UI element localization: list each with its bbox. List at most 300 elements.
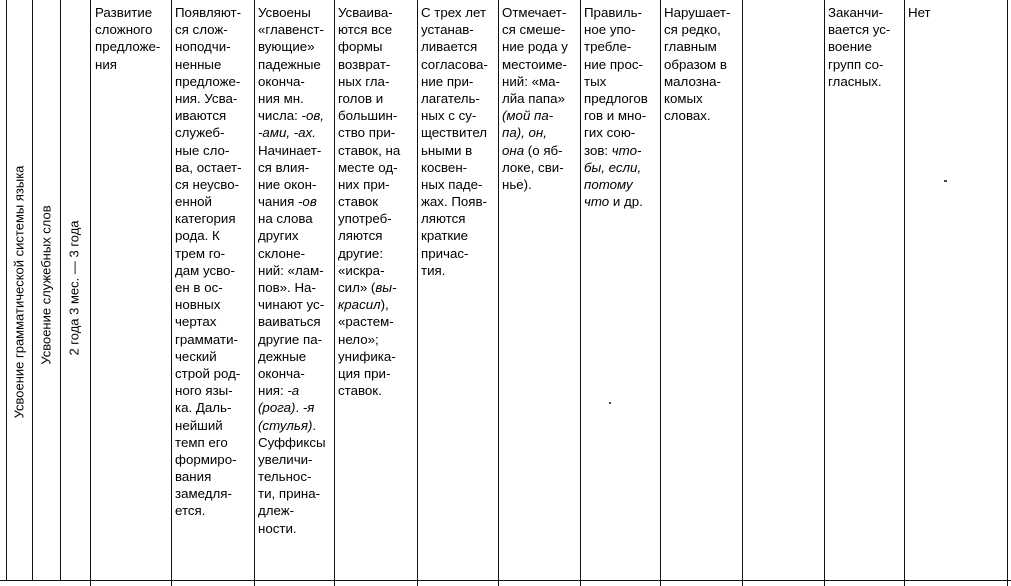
cell-text-line <box>584 4 648 21</box>
text-segment: главным <box>664 39 717 55</box>
text-segment: причас- <box>421 245 469 261</box>
text-segment: ство при- <box>338 125 396 141</box>
text-segment: ется. <box>175 503 206 519</box>
text-segment: согласова- <box>421 56 488 72</box>
cell-text-line <box>338 38 400 55</box>
cell-text-line <box>258 262 326 279</box>
text-segment: ния мн. <box>258 90 304 106</box>
text-segment: новных <box>175 297 221 313</box>
cell-text-line <box>338 21 400 38</box>
text-segment: она <box>502 142 525 158</box>
cell-text-line <box>175 468 242 485</box>
text-segment: С трех лет <box>421 5 487 20</box>
cell-text-line <box>175 331 242 348</box>
text-segment: предложе- <box>95 39 161 55</box>
cell-text-line <box>584 56 648 73</box>
text-segment: ности. <box>258 520 297 536</box>
cell-text-line <box>828 4 890 21</box>
text-segment: малозна- <box>664 73 721 89</box>
cell-text-line <box>258 365 326 382</box>
cell-text-line <box>502 176 568 193</box>
cell-text-line <box>664 73 730 90</box>
cell-text-line <box>338 124 400 141</box>
cell-text-line <box>175 142 242 159</box>
cell-text-line <box>258 124 326 141</box>
cell-text-line <box>258 210 326 227</box>
cell-text-line <box>175 399 242 416</box>
text-segment: Правиль- <box>584 5 642 20</box>
column-divider <box>254 0 255 586</box>
text-segment: оконча- <box>258 73 305 89</box>
cell-text-line <box>338 4 400 21</box>
cell-text-line <box>421 262 488 279</box>
cell-text-line <box>175 485 242 502</box>
text-segment: ти, прина- <box>258 486 321 502</box>
cell-text-line <box>502 4 568 21</box>
cell-text-line <box>502 38 568 55</box>
text-segment: лйа папа» <box>502 90 565 106</box>
cell-text-line <box>828 56 890 73</box>
cell-text-line <box>421 90 488 107</box>
text-segment: вы- <box>375 280 397 295</box>
cell-text-line <box>421 73 488 90</box>
cell-text-line <box>338 107 400 124</box>
text-segment: требле- <box>584 39 632 55</box>
cell-text-line <box>664 4 730 21</box>
cell-text-line <box>584 73 648 90</box>
cell-text-line <box>258 193 326 210</box>
text-segment: что- <box>611 142 642 158</box>
cell-text-line <box>175 382 242 399</box>
cell-text-line <box>664 38 730 55</box>
text-segment: локе, сви- <box>502 159 564 175</box>
cell-text-line <box>258 417 326 434</box>
cell-text-line <box>502 142 568 159</box>
text-segment: ний: «ма- <box>502 73 560 89</box>
cell-agreement <box>421 4 488 279</box>
text-segment: числа: <box>258 108 302 124</box>
cell-text-line <box>175 159 242 176</box>
cell-text-line <box>338 365 400 382</box>
cell-text-line <box>175 417 242 434</box>
cell-text-line <box>258 331 326 348</box>
cell-text-line <box>175 4 242 21</box>
text-segment: что <box>584 194 610 210</box>
table-border-right <box>1007 0 1008 586</box>
text-segment: чертах <box>175 314 217 330</box>
text-segment: ставок, на <box>338 142 401 158</box>
text-segment: другие: <box>338 245 384 261</box>
text-segment: «искра- <box>338 262 385 278</box>
cell-text-line <box>258 313 326 330</box>
text-segment: образом в <box>664 56 727 72</box>
cell-text-line <box>584 90 648 107</box>
text-segment: ся смеше- <box>502 22 566 38</box>
text-segment: жах. Появ- <box>421 194 487 210</box>
text-segment: темп его <box>175 434 228 450</box>
text-segment: тых <box>584 73 607 89</box>
text-segment: вующие» <box>258 39 315 55</box>
cell-text-line <box>258 468 326 485</box>
cell-text-line <box>258 142 326 159</box>
cell-text-line <box>338 262 400 279</box>
text-segment: вается ус- <box>828 22 891 38</box>
text-segment: ние рода у <box>502 39 568 55</box>
cell-text-line <box>175 210 242 227</box>
text-segment: формы <box>338 39 383 55</box>
text-segment: местоиме- <box>502 56 567 72</box>
text-segment: ся неусво- <box>175 176 240 192</box>
cell-text-line <box>258 348 326 365</box>
cell-text-line <box>421 227 488 244</box>
text-segment: -ов, <box>301 108 325 124</box>
cell-text-line <box>338 56 400 73</box>
text-segment: гих сою- <box>584 125 636 141</box>
cell-text-line <box>421 124 488 141</box>
text-segment: ние прос- <box>584 56 643 72</box>
cell-text-line <box>421 176 488 193</box>
cell-text-line <box>502 21 568 38</box>
text-segment: и др. <box>609 194 643 210</box>
cell-text-line <box>258 485 326 502</box>
text-segment: комых <box>664 90 703 106</box>
cell-text-line <box>584 124 648 141</box>
text-segment: ставок. <box>338 383 382 399</box>
scan-speck <box>609 402 611 404</box>
text-segment: увеличи- <box>258 451 313 467</box>
cell-text-line <box>584 142 648 159</box>
cell-text-line <box>258 73 326 90</box>
text-segment: ние при- <box>421 73 474 89</box>
cell-text-line <box>175 124 242 141</box>
cell-text-line <box>338 142 400 159</box>
cell-violations <box>664 4 730 124</box>
text-segment: голов и <box>338 90 384 106</box>
cell-text-line <box>258 4 326 21</box>
text-segment: длеж- <box>258 503 295 519</box>
text-segment: граммати- <box>175 331 238 347</box>
text-segment: -ов <box>298 194 317 210</box>
text-segment: бы, если, <box>584 159 642 175</box>
text-segment: . <box>312 417 317 433</box>
text-segment: предлогов <box>584 90 648 106</box>
text-segment: ются все <box>338 22 393 38</box>
cell-text-line <box>338 73 400 90</box>
cell-text-line <box>258 382 326 399</box>
cell-text-line <box>175 56 242 73</box>
text-segment: Начинает- <box>258 142 322 158</box>
text-segment: формиро- <box>175 451 237 467</box>
text-segment: ний: «лам- <box>258 262 324 278</box>
cell-text-line <box>421 142 488 159</box>
cell-text-line <box>175 313 242 330</box>
text-segment: дам усво- <box>175 262 235 278</box>
column-divider <box>171 0 172 586</box>
cell-text-line <box>175 227 242 244</box>
text-segment: «растем- <box>338 314 394 330</box>
text-segment: -а <box>287 383 300 399</box>
text-segment: Усваива- <box>338 5 393 20</box>
cell-text-line <box>258 159 326 176</box>
text-segment: -ами, -ах. <box>258 125 316 141</box>
cell-text-line <box>338 176 400 193</box>
text-segment: большин- <box>338 108 398 124</box>
scan-speck <box>944 180 947 182</box>
cell-pronoun-gender <box>502 4 568 193</box>
text-segment: ные сло- <box>175 142 230 158</box>
cell-text-line <box>175 296 242 313</box>
cell-text-line <box>828 73 890 90</box>
text-segment: ноподчи- <box>175 39 231 55</box>
text-segment: ся влия- <box>258 159 310 175</box>
cell-text-line <box>502 124 568 141</box>
text-segment: замедля- <box>175 486 232 502</box>
cell-text-line <box>258 227 326 244</box>
cell-text-line <box>664 56 730 73</box>
cell-text-line <box>338 348 400 365</box>
cell-text-line <box>258 176 326 193</box>
cell-text-line <box>338 313 400 330</box>
cell-text-line <box>421 210 488 227</box>
text-segment: (мой па- <box>502 108 554 124</box>
column-divider <box>742 0 743 586</box>
cell-text-line <box>421 107 488 124</box>
cell-text-line <box>175 193 242 210</box>
cell-text-line <box>828 21 890 38</box>
text-segment: ся редко, <box>664 22 721 38</box>
cell-case-endings <box>258 4 326 537</box>
cell-text-line <box>258 451 326 468</box>
cell-text-line <box>502 107 568 124</box>
cell-text-line <box>664 21 730 38</box>
cell-text-line <box>175 262 242 279</box>
cell-text-line <box>258 107 326 124</box>
text-segment: краткие <box>421 228 469 244</box>
cell-text-line <box>338 90 400 107</box>
cell-text-line <box>338 227 400 244</box>
column-divider <box>580 0 581 586</box>
text-segment: возврат- <box>338 56 391 72</box>
text-segment: нело»; <box>338 331 379 347</box>
cell-text-line <box>338 279 400 296</box>
cell-text-line <box>908 4 931 21</box>
grammar-system-label: Усвоение грамматической системы языка <box>11 165 27 419</box>
text-segment: тельнос- <box>258 469 312 485</box>
text-segment: зов: <box>584 142 612 158</box>
text-segment: лагатель- <box>421 90 480 106</box>
cell-text-line <box>258 56 326 73</box>
cell-text-line <box>95 4 160 21</box>
text-segment: устанав- <box>421 22 474 38</box>
column-divider <box>417 0 418 586</box>
text-segment: ен в ос- <box>175 280 223 295</box>
cell-text-line <box>584 107 648 124</box>
text-segment: ), <box>380 297 389 313</box>
cell-text-line <box>258 502 326 519</box>
cell-text-line <box>584 159 648 176</box>
cell-text-line <box>584 21 648 38</box>
text-segment: сложного <box>95 22 153 38</box>
text-segment: ливается <box>421 39 478 55</box>
cell-text-line <box>175 365 242 382</box>
cell-text-line <box>828 38 890 55</box>
text-segment: па), он, <box>502 125 547 141</box>
text-segment: гов и мно- <box>584 108 647 124</box>
cell-text-line <box>421 56 488 73</box>
cell-text-line <box>421 38 488 55</box>
cell-text-line <box>421 4 488 21</box>
cell-text-line <box>502 56 568 73</box>
text-segment: рода. К <box>175 228 220 244</box>
text-segment: ческий <box>175 348 217 364</box>
table-border-left <box>6 0 7 580</box>
text-segment: Нарушает- <box>664 5 731 20</box>
text-segment: Заканчи- <box>828 5 884 20</box>
text-segment: других <box>258 228 299 244</box>
text-segment: Нет <box>908 5 931 20</box>
text-segment: ляются <box>338 228 383 244</box>
text-segment: ставок <box>338 194 379 210</box>
text-segment: ляются <box>421 211 466 227</box>
text-segment: воение <box>828 39 872 55</box>
cell-text-line <box>175 348 242 365</box>
cell-text-line <box>175 21 242 38</box>
text-segment: Усвоены <box>258 5 311 20</box>
text-segment: чания <box>258 194 298 210</box>
cell-text-line <box>175 245 242 262</box>
text-segment: ьными в <box>421 142 473 158</box>
text-segment: ния: <box>258 383 288 399</box>
text-segment: унифика- <box>338 348 396 364</box>
cell-text-line <box>338 245 400 262</box>
cell-text-line <box>175 502 242 519</box>
text-segment: употреб- <box>338 211 392 227</box>
column-divider <box>824 0 825 586</box>
text-segment: -я <box>302 400 315 416</box>
text-segment: оконча- <box>258 365 305 381</box>
text-segment: сил» ( <box>338 280 376 295</box>
text-segment: словах. <box>664 108 711 124</box>
cell-text-line <box>338 159 400 176</box>
cell-compound-sentences <box>175 4 242 520</box>
text-segment: предложе- <box>175 73 241 89</box>
text-segment: чинают ус- <box>258 297 325 313</box>
text-segment: них при- <box>338 176 390 192</box>
text-segment: Отмечает- <box>502 5 567 20</box>
text-segment: групп со- <box>828 56 884 72</box>
cell-text-line <box>95 56 160 73</box>
column-divider <box>334 0 335 586</box>
text-segment: иваются <box>175 108 227 124</box>
cell-complex-sentence <box>95 4 160 73</box>
cell-text-line <box>258 399 326 416</box>
cell-text-line <box>258 90 326 107</box>
text-segment: нье). <box>502 176 532 192</box>
cell-text-line <box>175 107 242 124</box>
cell-text-line <box>338 296 400 313</box>
text-segment: ненные <box>175 56 222 72</box>
text-segment: дежные <box>258 348 307 364</box>
text-segment: Развитие <box>95 5 153 20</box>
text-segment: склоне- <box>258 245 306 261</box>
text-segment: Появляют- <box>175 5 242 20</box>
text-segment: ществител <box>421 125 488 141</box>
table-bottom-border <box>0 580 1011 581</box>
text-segment: пов». На- <box>258 280 316 295</box>
text-segment: ва, остает- <box>175 159 242 175</box>
text-segment: категория <box>175 211 236 227</box>
column-divider <box>60 0 61 580</box>
text-segment: на слова <box>258 211 313 227</box>
text-segment: ного язы- <box>175 383 233 399</box>
text-segment: гласных. <box>828 73 882 89</box>
column-divider <box>660 0 661 586</box>
text-segment: вания <box>175 469 212 485</box>
text-segment: (о яб- <box>524 142 563 158</box>
text-segment: ное упо- <box>584 22 636 38</box>
cell-text-line <box>584 193 648 210</box>
cell-text-line <box>95 21 160 38</box>
cell-text-line <box>502 90 568 107</box>
cell-text-line <box>338 210 400 227</box>
text-segment: Суффиксы <box>258 434 326 450</box>
text-segment: тия. <box>421 262 446 278</box>
text-segment: месте од- <box>338 159 398 175</box>
cell-text-line <box>175 279 242 296</box>
text-segment: ция при- <box>338 365 391 381</box>
cell-prepositions <box>584 4 648 210</box>
text-segment: трем го- <box>175 245 226 261</box>
cell-text-line <box>175 90 242 107</box>
cell-text-line <box>502 73 568 90</box>
text-segment: косвен- <box>421 159 468 175</box>
cell-text-line <box>338 193 400 210</box>
cell-consonant-groups <box>828 4 890 90</box>
text-segment: нейший <box>175 417 223 433</box>
text-segment: строй род- <box>175 365 241 381</box>
cell-text-line <box>421 193 488 210</box>
cell-text-line <box>175 73 242 90</box>
cell-text-line <box>664 90 730 107</box>
cell-text-line <box>258 434 326 451</box>
text-segment: ных паде- <box>421 176 483 192</box>
cell-text-line <box>175 451 242 468</box>
text-segment: (рога) <box>258 400 296 416</box>
text-segment: ных гла- <box>338 73 390 89</box>
text-segment: «главенст- <box>258 22 324 38</box>
cell-text-line <box>175 176 242 193</box>
age-period-label: 2 года 3 мес. — 3 года <box>66 220 82 356</box>
text-segment: другие па- <box>258 331 323 347</box>
text-segment: ваиваться <box>258 314 321 330</box>
cell-text-line <box>258 279 326 296</box>
cell-text-line <box>175 434 242 451</box>
cell-text-line <box>175 38 242 55</box>
text-segment: (стулья) <box>258 417 313 433</box>
cell-none <box>908 4 931 21</box>
column-divider <box>904 0 905 586</box>
cell-text-line <box>584 38 648 55</box>
cell-text-line <box>258 38 326 55</box>
cell-text-line <box>421 159 488 176</box>
text-segment: потому <box>584 176 633 192</box>
cell-text-line <box>502 159 568 176</box>
column-divider <box>32 0 33 580</box>
text-segment: ных с су- <box>421 108 477 124</box>
text-segment: . <box>295 400 303 416</box>
text-segment: служеб- <box>175 125 225 141</box>
text-segment: ка. Даль- <box>175 400 232 416</box>
